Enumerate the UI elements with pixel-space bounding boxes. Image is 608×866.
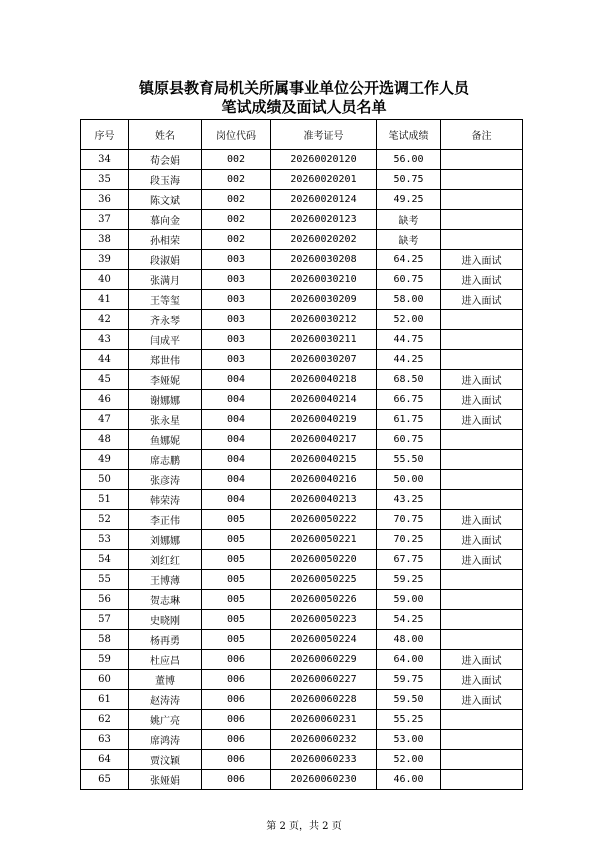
- cell-name: 王等玺: [129, 290, 202, 310]
- cell-exam-id: 20260050225: [271, 570, 377, 590]
- cell-exam-id: 20260030209: [271, 290, 377, 310]
- table-row: [81, 410, 523, 430]
- table-row: [81, 530, 523, 550]
- cell-seq: 57: [81, 610, 129, 630]
- table-row: [81, 750, 523, 770]
- cell-seq: 35: [81, 170, 129, 190]
- cell-score: 59.50: [377, 690, 441, 710]
- column-header-exam-id: 准考证号: [271, 120, 377, 150]
- cell-seq: 58: [81, 630, 129, 650]
- cell-name: 郑世伟: [129, 350, 202, 370]
- table-row: [81, 370, 523, 390]
- cell-score: 60.75: [377, 430, 441, 450]
- cell-name: 慕向金: [129, 210, 202, 230]
- column-header-seq: 序号: [81, 120, 129, 150]
- cell-note: [441, 630, 523, 650]
- cell-exam-id: 20260040214: [271, 390, 377, 410]
- cell-post-code: 003: [202, 250, 271, 270]
- table-row: [81, 570, 523, 590]
- cell-name: 董博: [129, 670, 202, 690]
- cell-note: 进入面试: [441, 670, 523, 690]
- table-row: [81, 550, 523, 570]
- cell-post-code: 005: [202, 570, 271, 590]
- cell-note: 进入面试: [441, 510, 523, 530]
- cell-exam-id: 20260050222: [271, 510, 377, 530]
- cell-post-code: 006: [202, 670, 271, 690]
- cell-seq: 65: [81, 770, 129, 790]
- cell-post-code: 004: [202, 470, 271, 490]
- cell-exam-id: 20260040215: [271, 450, 377, 470]
- cell-note: [441, 150, 523, 170]
- cell-post-code: 003: [202, 310, 271, 330]
- cell-name: 张娅娟: [129, 770, 202, 790]
- cell-seq: 43: [81, 330, 129, 350]
- cell-seq: 48: [81, 430, 129, 450]
- cell-exam-id: 20260040218: [271, 370, 377, 390]
- cell-exam-id: 20260050226: [271, 590, 377, 610]
- cell-score: 70.75: [377, 510, 441, 530]
- cell-note: [441, 770, 523, 790]
- cell-note: [441, 470, 523, 490]
- cell-post-code: 005: [202, 510, 271, 530]
- cell-exam-id: 20260060231: [271, 710, 377, 730]
- cell-post-code: 004: [202, 370, 271, 390]
- cell-post-code: 006: [202, 690, 271, 710]
- cell-seq: 50: [81, 470, 129, 490]
- cell-exam-id: 20260060228: [271, 690, 377, 710]
- cell-score: 64.25: [377, 250, 441, 270]
- table-row: [81, 730, 523, 750]
- cell-post-code: 002: [202, 210, 271, 230]
- cell-post-code: 005: [202, 610, 271, 630]
- cell-name: 席鸿涛: [129, 730, 202, 750]
- cell-post-code: 004: [202, 450, 271, 470]
- table-row: [81, 710, 523, 730]
- cell-note: [441, 710, 523, 730]
- cell-score: 50.75: [377, 170, 441, 190]
- table-row: [81, 290, 523, 310]
- results-table: [80, 119, 523, 790]
- cell-score: 50.00: [377, 470, 441, 490]
- cell-name: 荀会娟: [129, 150, 202, 170]
- cell-note: [441, 230, 523, 250]
- cell-note: 进入面试: [441, 650, 523, 670]
- cell-name: 李娅妮: [129, 370, 202, 390]
- cell-score: 43.25: [377, 490, 441, 510]
- cell-seq: 56: [81, 590, 129, 610]
- table-row: [81, 210, 523, 230]
- cell-name: 赵涛涛: [129, 690, 202, 710]
- table-row: [81, 350, 523, 370]
- cell-exam-id: 20260030210: [271, 270, 377, 290]
- cell-post-code: 002: [202, 230, 271, 250]
- cell-name: 王博薄: [129, 570, 202, 590]
- table-row: [81, 170, 523, 190]
- cell-name: 谢娜娜: [129, 390, 202, 410]
- cell-score: 46.00: [377, 770, 441, 790]
- table-row: [81, 770, 523, 790]
- cell-score: 60.75: [377, 270, 441, 290]
- cell-exam-id: 20260050223: [271, 610, 377, 630]
- cell-post-code: 006: [202, 770, 271, 790]
- cell-post-code: 004: [202, 410, 271, 430]
- column-header-note: 备注: [441, 120, 523, 150]
- table-row: [81, 230, 523, 250]
- cell-seq: 55: [81, 570, 129, 590]
- cell-name: 贺志琳: [129, 590, 202, 610]
- cell-post-code: 006: [202, 710, 271, 730]
- cell-seq: 51: [81, 490, 129, 510]
- cell-score: 66.75: [377, 390, 441, 410]
- column-header-name: 姓名: [129, 120, 202, 150]
- cell-score: 59.00: [377, 590, 441, 610]
- cell-seq: 46: [81, 390, 129, 410]
- cell-note: [441, 310, 523, 330]
- page-footer: 第 2 页，共 2 页: [266, 821, 342, 832]
- cell-score: 53.00: [377, 730, 441, 750]
- cell-exam-id: 20260060232: [271, 730, 377, 750]
- cell-name: 杜应昌: [129, 650, 202, 670]
- cell-post-code: 006: [202, 730, 271, 750]
- cell-name: 席志鹏: [129, 450, 202, 470]
- cell-name: 孙相荣: [129, 230, 202, 250]
- cell-note: 进入面试: [441, 550, 523, 570]
- cell-note: 进入面试: [441, 530, 523, 550]
- cell-exam-id: 20260020201: [271, 170, 377, 190]
- cell-seq: 38: [81, 230, 129, 250]
- cell-exam-id: 20260050224: [271, 630, 377, 650]
- cell-name: 张永星: [129, 410, 202, 430]
- table-row: [81, 190, 523, 210]
- cell-seq: 44: [81, 350, 129, 370]
- cell-score: 52.00: [377, 750, 441, 770]
- cell-post-code: 002: [202, 150, 271, 170]
- cell-note: 进入面试: [441, 370, 523, 390]
- cell-post-code: 002: [202, 170, 271, 190]
- cell-note: [441, 450, 523, 470]
- cell-name: 齐永琴: [129, 310, 202, 330]
- cell-post-code: 002: [202, 190, 271, 210]
- cell-exam-id: 20260030212: [271, 310, 377, 330]
- cell-post-code: 004: [202, 490, 271, 510]
- cell-exam-id: 20260030207: [271, 350, 377, 370]
- cell-exam-id: 20260020120: [271, 150, 377, 170]
- cell-score: 59.75: [377, 670, 441, 690]
- cell-score: 54.25: [377, 610, 441, 630]
- cell-seq: 41: [81, 290, 129, 310]
- table-row: [81, 450, 523, 470]
- cell-exam-id: 20260030208: [271, 250, 377, 270]
- cell-exam-id: 20260020202: [271, 230, 377, 250]
- table-row: [81, 630, 523, 650]
- cell-score: 48.00: [377, 630, 441, 650]
- cell-exam-id: 20260050221: [271, 530, 377, 550]
- table-row: [81, 510, 523, 530]
- cell-exam-id: 20260040216: [271, 470, 377, 490]
- cell-name: 张满月: [129, 270, 202, 290]
- cell-post-code: 005: [202, 530, 271, 550]
- cell-score: 56.00: [377, 150, 441, 170]
- table-body: [81, 150, 523, 790]
- cell-seq: 60: [81, 670, 129, 690]
- table-row: [81, 590, 523, 610]
- table-row: [81, 690, 523, 710]
- cell-note: 进入面试: [441, 250, 523, 270]
- column-header-score: 笔试成绩: [377, 120, 441, 150]
- cell-score: 61.75: [377, 410, 441, 430]
- cell-note: [441, 610, 523, 630]
- cell-note: 进入面试: [441, 390, 523, 410]
- cell-post-code: 006: [202, 750, 271, 770]
- cell-seq: 47: [81, 410, 129, 430]
- document-subtitle: 笔试成绩及面试人员名单: [221, 98, 387, 116]
- cell-exam-id: 20260050220: [271, 550, 377, 570]
- cell-score: 52.00: [377, 310, 441, 330]
- cell-exam-id: 20260060229: [271, 650, 377, 670]
- cell-name: 张彦涛: [129, 470, 202, 490]
- table-header-row: [81, 120, 523, 150]
- cell-score: 55.25: [377, 710, 441, 730]
- cell-name: 闫成平: [129, 330, 202, 350]
- cell-note: [441, 430, 523, 450]
- cell-seq: 61: [81, 690, 129, 710]
- cell-seq: 40: [81, 270, 129, 290]
- table-row: [81, 430, 523, 450]
- cell-exam-id: 20260060233: [271, 750, 377, 770]
- cell-exam-id: 20260030211: [271, 330, 377, 350]
- cell-seq: 34: [81, 150, 129, 170]
- document-title: 镇原县教育局机关所属事业单位公开选调工作人员: [138, 79, 469, 97]
- cell-post-code: 006: [202, 650, 271, 670]
- cell-post-code: 004: [202, 390, 271, 410]
- cell-post-code: 003: [202, 290, 271, 310]
- cell-name: 刘娜娜: [129, 530, 202, 550]
- cell-score: 59.25: [377, 570, 441, 590]
- table-row: [81, 390, 523, 410]
- table-row: [81, 470, 523, 490]
- table-row: [81, 650, 523, 670]
- cell-note: 进入面试: [441, 690, 523, 710]
- cell-post-code: 003: [202, 270, 271, 290]
- cell-post-code: 003: [202, 330, 271, 350]
- cell-name: 刘红红: [129, 550, 202, 570]
- cell-name: 鱼娜妮: [129, 430, 202, 450]
- cell-seq: 36: [81, 190, 129, 210]
- cell-exam-id: 20260020123: [271, 210, 377, 230]
- cell-name: 韩荣涛: [129, 490, 202, 510]
- cell-score: 55.50: [377, 450, 441, 470]
- table-row: [81, 270, 523, 290]
- cell-note: [441, 590, 523, 610]
- cell-note: [441, 490, 523, 510]
- cell-seq: 62: [81, 710, 129, 730]
- cell-note: [441, 750, 523, 770]
- cell-score: 缺考: [377, 230, 441, 250]
- cell-seq: 63: [81, 730, 129, 750]
- cell-name: 陈文斌: [129, 190, 202, 210]
- cell-exam-id: 20260060230: [271, 770, 377, 790]
- cell-seq: 37: [81, 210, 129, 230]
- cell-note: 进入面试: [441, 270, 523, 290]
- table-row: [81, 490, 523, 510]
- table-row: [81, 330, 523, 350]
- cell-exam-id: 20260040213: [271, 490, 377, 510]
- cell-post-code: 005: [202, 590, 271, 610]
- cell-name: 段玉海: [129, 170, 202, 190]
- cell-note: 进入面试: [441, 290, 523, 310]
- cell-exam-id: 20260020124: [271, 190, 377, 210]
- cell-name: 史晓刚: [129, 610, 202, 630]
- table-row: [81, 150, 523, 170]
- cell-seq: 59: [81, 650, 129, 670]
- cell-score: 67.75: [377, 550, 441, 570]
- cell-note: [441, 350, 523, 370]
- cell-post-code: 004: [202, 430, 271, 450]
- cell-seq: 42: [81, 310, 129, 330]
- cell-seq: 54: [81, 550, 129, 570]
- cell-name: 李正伟: [129, 510, 202, 530]
- cell-seq: 53: [81, 530, 129, 550]
- cell-note: [441, 170, 523, 190]
- cell-score: 44.25: [377, 350, 441, 370]
- table-row: [81, 610, 523, 630]
- cell-post-code: 003: [202, 350, 271, 370]
- cell-name: 段淑娟: [129, 250, 202, 270]
- cell-name: 贾汶颖: [129, 750, 202, 770]
- cell-seq: 52: [81, 510, 129, 530]
- cell-note: [441, 330, 523, 350]
- cell-note: [441, 190, 523, 210]
- cell-note: [441, 570, 523, 590]
- cell-score: 68.50: [377, 370, 441, 390]
- cell-exam-id: 20260040219: [271, 410, 377, 430]
- cell-note: [441, 210, 523, 230]
- cell-seq: 64: [81, 750, 129, 770]
- cell-note: [441, 730, 523, 750]
- cell-exam-id: 20260060227: [271, 670, 377, 690]
- cell-score: 49.25: [377, 190, 441, 210]
- cell-score: 70.25: [377, 530, 441, 550]
- cell-seq: 49: [81, 450, 129, 470]
- table-row: [81, 250, 523, 270]
- cell-exam-id: 20260040217: [271, 430, 377, 450]
- cell-score: 58.00: [377, 290, 441, 310]
- column-header-post-code: 岗位代码: [202, 120, 271, 150]
- cell-post-code: 005: [202, 630, 271, 650]
- table-row: [81, 310, 523, 330]
- cell-name: 姚广亮: [129, 710, 202, 730]
- cell-score: 缺考: [377, 210, 441, 230]
- table-row: [81, 670, 523, 690]
- cell-seq: 45: [81, 370, 129, 390]
- cell-note: 进入面试: [441, 410, 523, 430]
- cell-post-code: 005: [202, 550, 271, 570]
- cell-score: 44.75: [377, 330, 441, 350]
- cell-name: 杨再勇: [129, 630, 202, 650]
- cell-score: 64.00: [377, 650, 441, 670]
- cell-seq: 39: [81, 250, 129, 270]
